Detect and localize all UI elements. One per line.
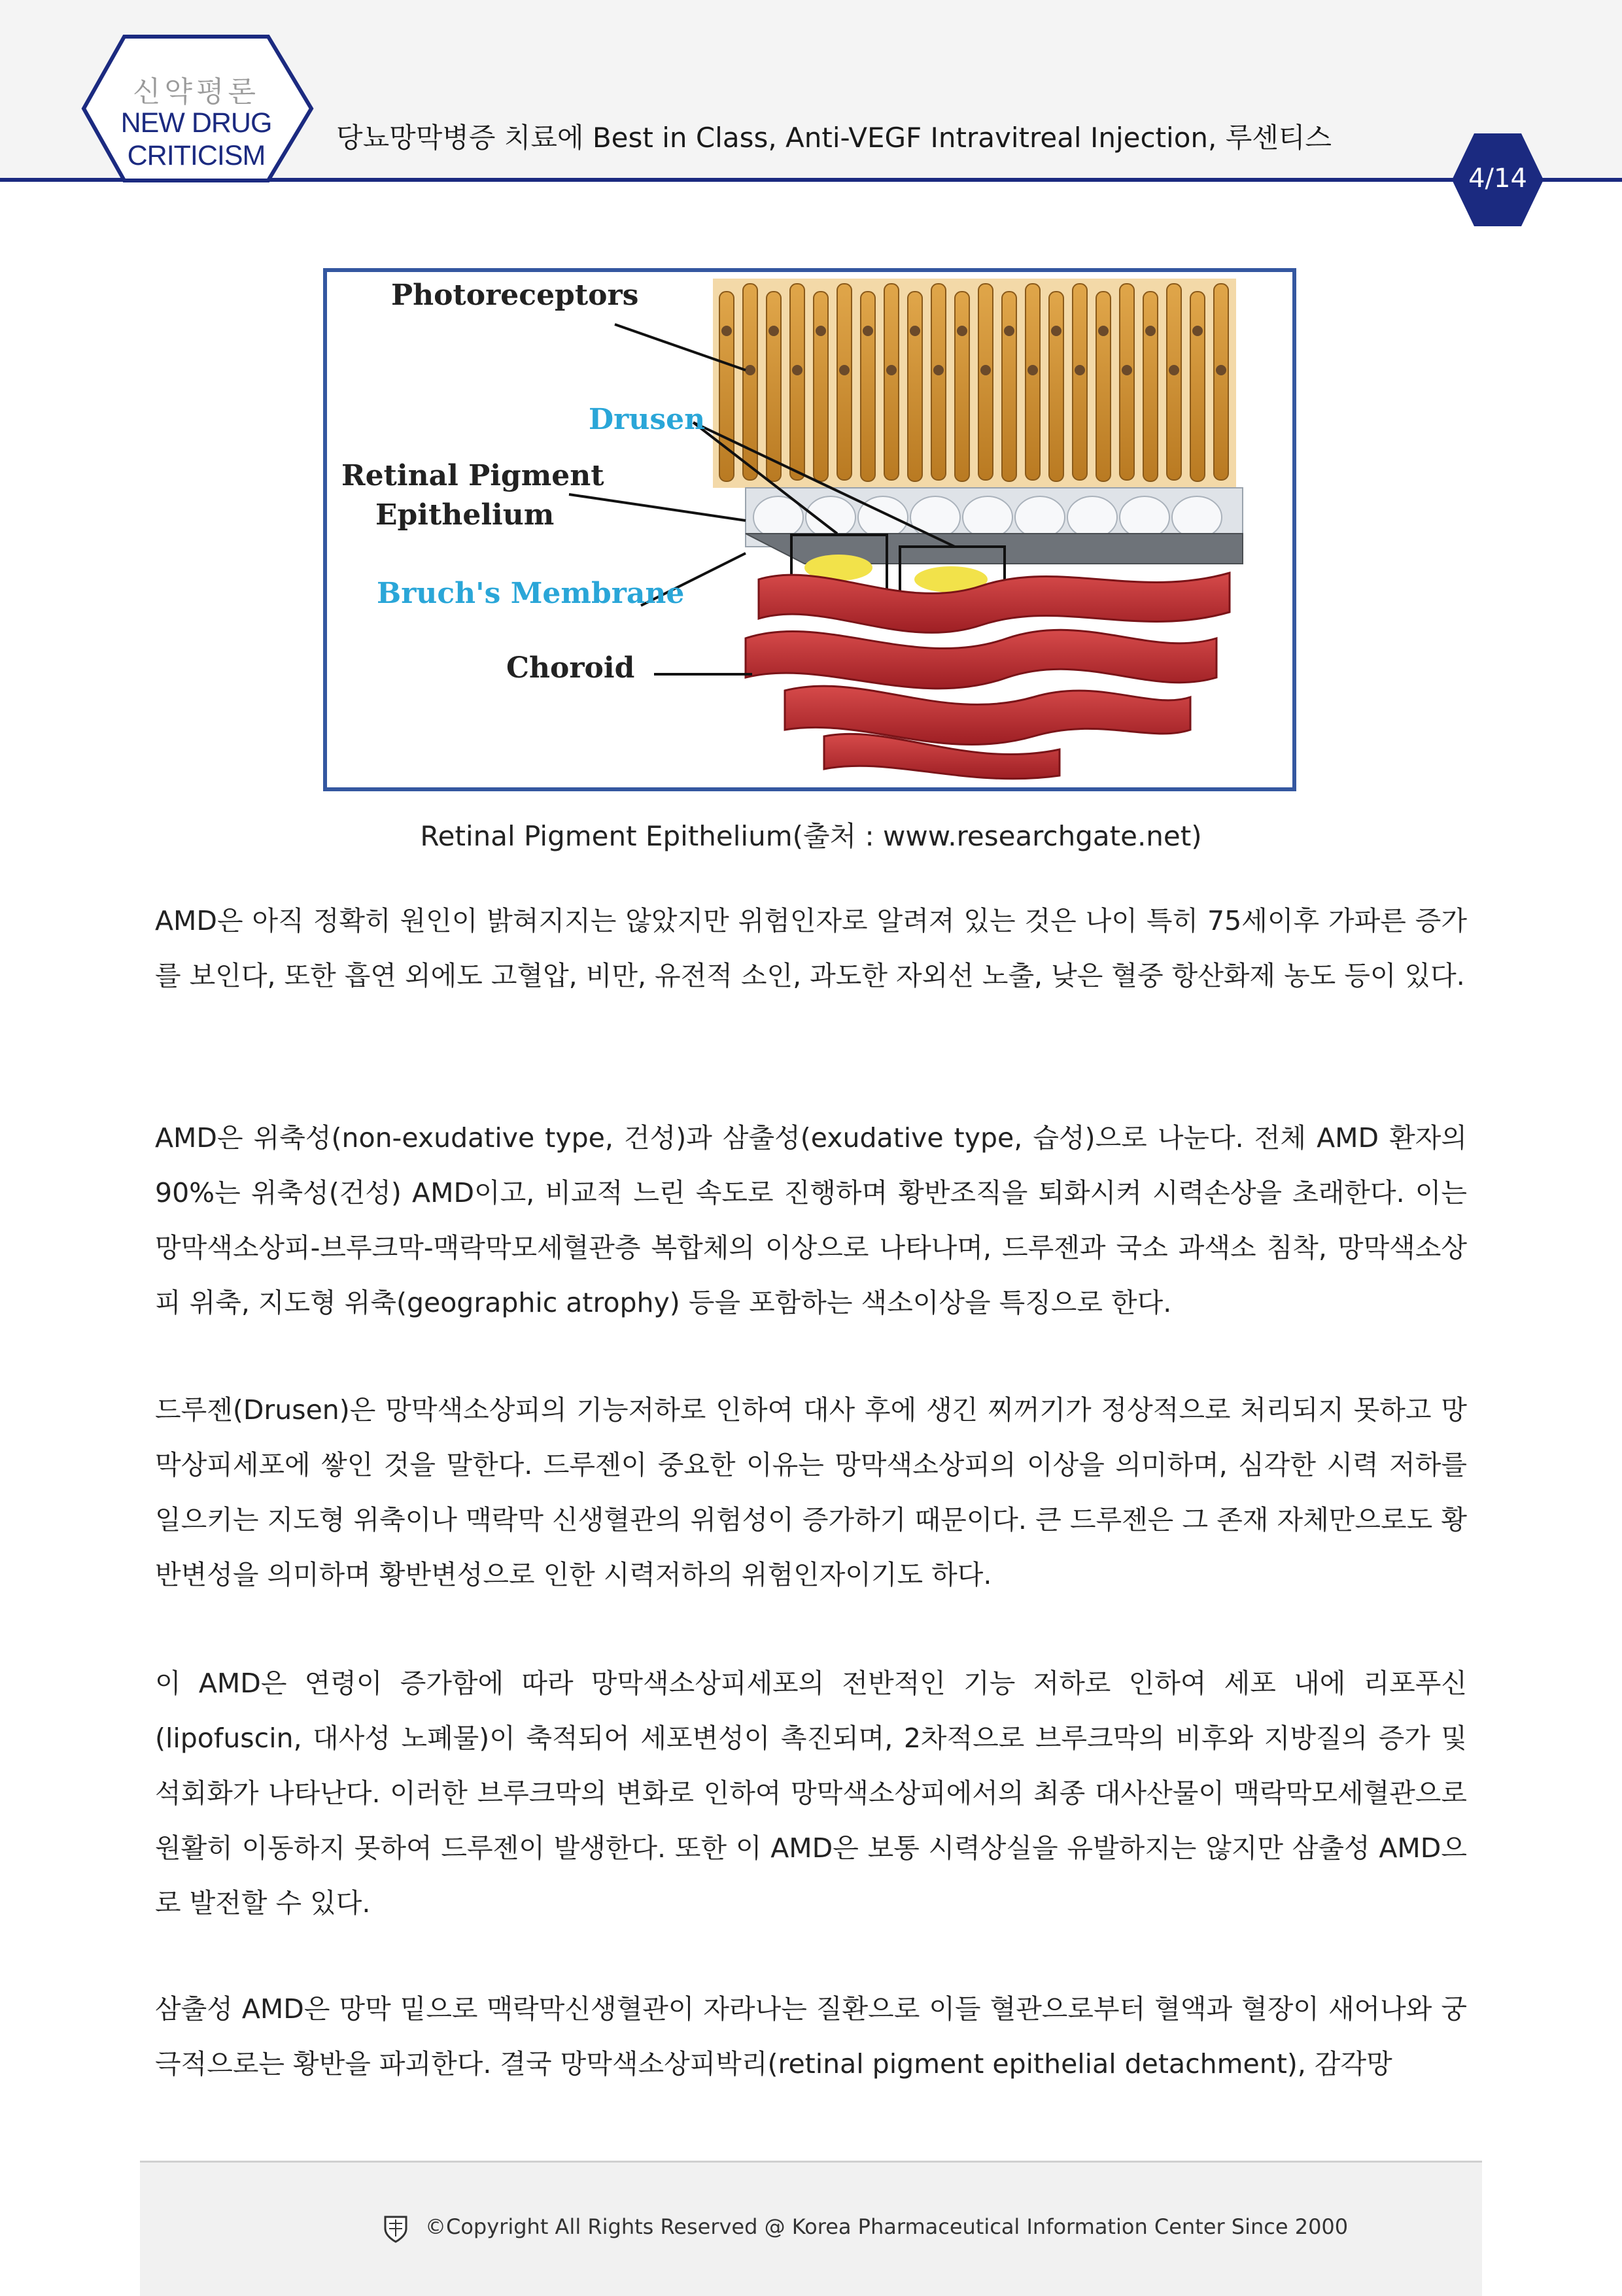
logo-korean-text: 신약평론 bbox=[132, 75, 260, 109]
paragraph: 드루젠(Drusen)은 망막색소상피의 기능저하로 인하여 대사 후에 생긴 찌꺼기가 정상적으로 처리되지 못하고 망막상피세포에 쌓인 것을 말한다. 드루젠이 중요한 이유는 망막색소상피의 이상을 의미하며, 심각한 시력 저하를 일으키는 지도형 위축이나 맥락막 신생혈관의 위험성이 증가하기 때문이다. 큰 드루젠은 그 존재 자체만으로도 황반변성을 의미하며 황반변성으로 인한 시력저하의 위험인자이기도 하다. bbox=[155, 1394, 1467, 1590]
figure-caption: Retinal Pigment Epithelium(출처 : www.researchgate.net) bbox=[420, 820, 1202, 852]
label-rpe-line1: Retinal Pigment bbox=[341, 459, 604, 492]
label-choroid: Choroid bbox=[506, 651, 635, 685]
shield-crest-icon bbox=[383, 2214, 408, 2243]
logo-english-line1: NEW DRUG bbox=[120, 107, 272, 139]
paragraph: AMD은 아직 정확히 원인이 밝혀지지는 않았지만 위험인자로 알려져 있는 것은 나이 특히 75세이후 가파른 증가를 보인다, 또한 흡연 외에도 고혈압, 비만, 유전적 소인, 과도한 자외선 노출, 낮은 혈중 항산화제 농도 등이 있다. bbox=[155, 905, 1467, 991]
paragraph: 삼출성 AMD은 망막 밑으로 맥락막신생혈관이 자라나는 질환으로 이들 혈관으로부터 혈액과 혈장이 새어나와 궁극적으로는 황반을 파괴한다. 결국 망막색소상피박리(retinal pigment epithelial detachment), 감각망 bbox=[155, 1993, 1467, 2080]
retina-figure bbox=[323, 268, 1296, 791]
paragraph: AMD은 위축성(non-exudative type, 건성)과 삼출성(exudative type, 습성)으로 나눈다. 전체 AMD 환자의 90%는 위축성(건성) AMD이고, 비교적 느린 속도로 진행하며 황반조직을 퇴화시켜 시력손상을 초래한다. 이는 망막색소상피-브루크막-맥락막모세혈관층 복합체의 이상으로 나타나며, 드루젠과 국소 과색소 침착, 망막색소상피 위축, 지도형 위축(geographic atrophy) 등을 포함하는 색소이상을 특징으로 한다. bbox=[155, 1122, 1467, 1318]
label-rpe-line2: Epithelium bbox=[375, 498, 555, 532]
logo-english-line2: CRITICISM bbox=[127, 140, 266, 171]
label-photoreceptors: Photoreceptors bbox=[391, 279, 639, 312]
photoreceptor-cells-icon bbox=[713, 279, 1236, 488]
label-drusen: Drusen bbox=[589, 403, 706, 436]
choroid-vessels-icon bbox=[746, 573, 1230, 779]
footer-copyright: ©Copyright All Rights Reserved @ Korea Pharmaceutical Information Center Since 2000 bbox=[425, 2214, 1349, 2239]
page-number: 4/14 bbox=[1468, 163, 1527, 194]
label-bruchs-membrane: Bruch's Membrane bbox=[377, 577, 685, 610]
document-title: 당뇨망막병증 치료에 Best in Class, Anti-VEGF Intravitreal Injection, 루센티스 bbox=[336, 122, 1332, 154]
paragraph: 이 AMD은 연령이 증가함에 따라 망막색소상피세포의 전반적인 기능 저하로 인하여 세포 내에 리포푸신(lipofuscin, 대사성 노폐물)이 축적되어 세포변성이 촉진되며, 2차적으로 브루크막의 비후와 지방질의 증가 및 석회화가 나타난다. 이러한 브루크막의 변화로 인하여 망막색소상피에서의 최종 대사산물이 맥락막모세혈관으로 원활히 이동하지 못하여 드루젠이 발생한다. 또한 이 AMD은 보통 시력상실을 유발하지는 않지만 삼출성 AMD으로 발전할 수 있다. bbox=[155, 1668, 1467, 1919]
